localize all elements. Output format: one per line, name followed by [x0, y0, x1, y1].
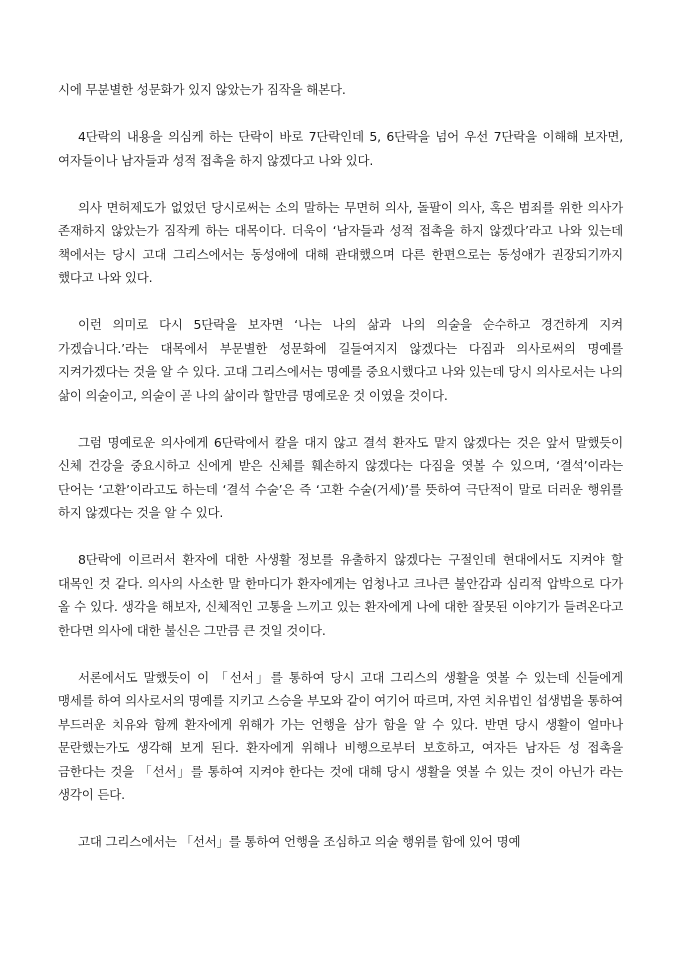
paragraph-5: 그럼 명예로운 의사에게 6단락에서 칼을 대지 않고 결석 환자도 맡지 않겠다는 것은 앞서 말했듯이 신체 건강을 중요시하고 신에게 받은 신체를 훼손하지 않겠다는 다짐을 엿볼 수 있으며, ‘결석’이라는 단어는 ‘고환’이라고도 하는데 ‘결석 수술’은 즉 ‘고환 수술(거세)’를 뜻하여 극단적이 말로 더러운 행위를 하지 않겠다는 것을 알 수 있다.	[58, 434, 623, 520]
paragraph-4: 이런 의미로 다시 5단락을 보자면 ‘나는 나의 삶과 나의 의술을 순수하고 경건하게 지켜 가겠습니다.’라는 대목에서 부문별한 성문화에 길들여지지 않겠다는 다짐과 의사로써의 명예를 지켜가겠다는 것을 알 수 있다. 고대 그리스에서는 명예를 중요시했다고 나와 있는데 당시 의사로서는 나의 삶이 의술이고, 의술이 곧 나의 삶이라 할만큼 명예로운 것 이였을 것이다.	[58, 317, 623, 403]
paragraph-1: 시에 무분별한 성문화가 있지 않았는가 짐작을 해본다.	[58, 82, 346, 97]
document-body	[58, 78, 623, 877]
paragraph-6: 8단락에 이르러서 환자에 대한 사생활 정보를 유출하지 않겠다는 구절인데 현대에서도 지켜야 할 대목인 것 같다. 의사의 사소한 말 한마디가 환자에게는 엄청나고 크나큰 불안감과 심리적 압박으로 다가 올 수 있다. 생각을 해보자, 신체적인 고통을 느끼고 있는 환자에게 나에 대한 잘못된 이야기가 들려온다고 한다면 의사에 대한 불신은 그만큼 큰 것일 것이다.	[58, 552, 623, 638]
paragraph-8: 고대 그리스에서는 「선서」를 통하여 언행을 조심하고 의술 행위를 함에 있어 명예	[78, 834, 521, 849]
paragraph-7: 서론에서도 말했듯이 이 「선서」를 통하여 당시 고대 그리스의 생활을 엿볼 수 있는데 신들에게 맹세를 하여 의사로서의 명예를 지키고 스승을 부모와 같이 여기어 따르며, 자연 치유법인 섭생법을 통하여 부드러운 치유와 함께 환자에게 위해가 가는 언행을 삼가 함을 알 수 있다. 반면 당시 생활이 얼마나 문란했는가도 생각해 보게 된다. 환자에게 위해나 비행으로부터 보호하고, 여자든 남자든 성 접촉을 금한다는 것을 「선서」를 통하여 지켜야 한다는 것에 대해 당시 생활을 엿볼 수 있는 것이 아닌가 라는 생각이 든다.	[58, 669, 623, 802]
paragraph-3: 의사 면허제도가 없었던 당시로써는 소의 말하는 무면허 의사, 돌팔이 의사, 혹은 범죄를 위한 의사가 존재하지 않았는가 짐작케 하는 대목이다. 더욱이 ‘남자들과 성적 접촉을 하지 않겠다’라고 나와 있는데 책에서는 당시 고대 그리스에서는 동성애에 대해 관대했으며 다른 한편으로는 동성애가 권장되기까지 했다고 나와 있다.	[58, 199, 623, 285]
paragraph-2: 4단락의 내용을 의심케 하는 단락이 바로 7단락인데 5, 6단락을 넘어 우선 7단락을 이해해 보자면, 여자들이나 남자들과 성적 접촉을 하지 않겠다고 나와 있다.	[58, 129, 623, 168]
